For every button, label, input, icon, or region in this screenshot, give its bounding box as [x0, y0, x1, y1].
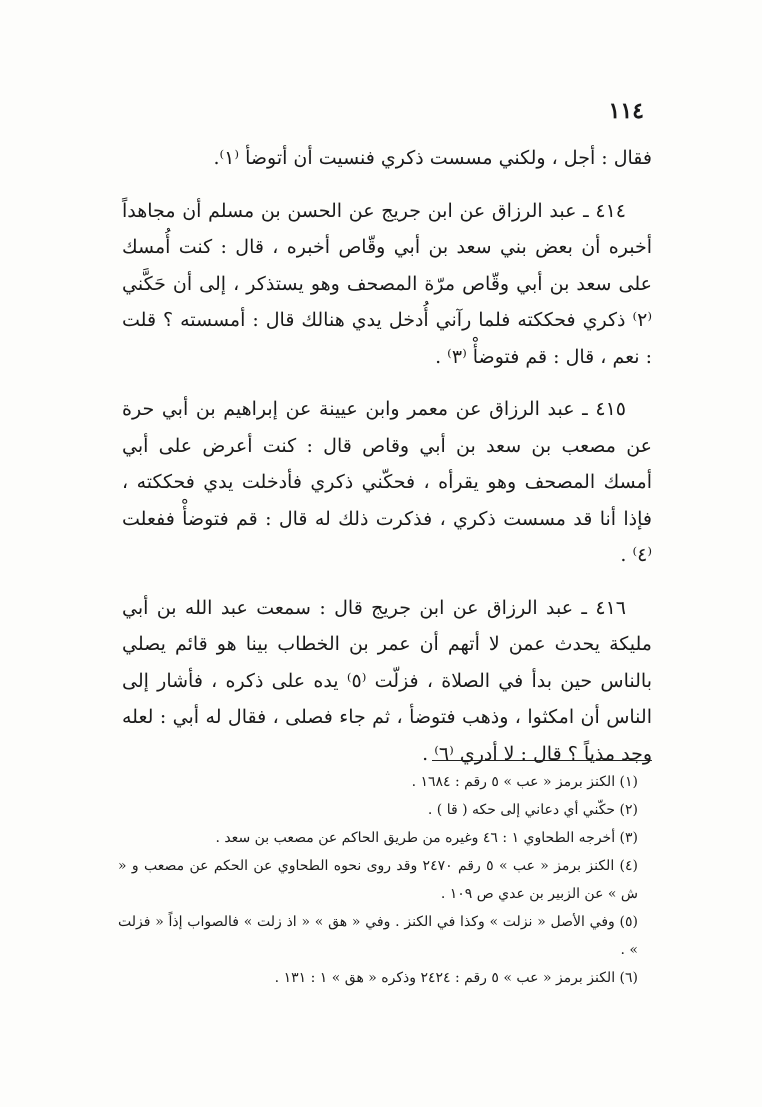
footnote-3: (٣) أخرجه الطحاوي ١ : ٤٦ وغيره من طريق الحاكم عن مصعب بن سعد . — [215, 830, 638, 846]
footnote-divider — [432, 760, 652, 761]
hadith-416: ٤١٦ ـ عبد الرزاق عن ابن جريج قال : سمعت عبد الله بن أبي مليكة يحدث عمن لا أتهم أن عمر بن الخطاب بينا هو قائم يصلي بالناس حين بدأ في الصلاة ، فزلّت ⁽٥⁾ يده على ذكره ، فأشار إلى الناس أن امكثوا ، وذهب فتوضأ ، ثم جاء فصلى ، فقال له أبي : لعله وجد مذياً ؟ قال : لا أدري ⁽٦⁾ . — [122, 596, 652, 765]
hadith-415: ٤١٥ ـ عبد الرزاق عن معمر وابن عيينة عن إبراهيم بن أبي حرة عن مصعب بن سعد بن أبي وقاص قال : كنت أعرض على أبي أمسك المصحف وهو يقرأه ، فحكّني ذكري فأدخلت يدي فحككته ، فإذا أنا قد مسست ذكري ، فذكرت ذلك له قال : قم فتوضأْ ففعلت ⁽٤⁾ . — [122, 398, 652, 566]
footnote-5: (٥) وفي الأصل « نزلت » وكذا في الكنز . وفي « هق » « اذ زلت » فالصواب إذاً « فزلت » . — [118, 914, 638, 958]
paragraph-continuation: فقال : أجل ، ولكني مسست ذكري فنسيت أن أتوضأ ⁽١⁾. — [213, 147, 652, 169]
page-number: ١١٤ — [608, 98, 644, 124]
main-text — [122, 140, 652, 772]
footnotes — [118, 768, 650, 992]
footnote-6: (٦) الكنز برمز « عب » ٥ رقم : ٢٤٢٤ وذكره « هق » ١ : ١٣١ . — [274, 970, 638, 986]
hadith-414: ٤١٤ ـ عبد الرزاق عن ابن جريج عن الحسن بن مسلم أن مجاهداً أخبره أن بعض بني سعد بن أبي وقّاص أخبره ، قال : كنت أُمسك على سعد بن أبي وقّاص مرّة المصحف وهو يستذكر ، إلى أن حَكَّني ⁽٢⁾ ذكري فحككته فلما رآني أُدخل يدي هنالك قال : أمسسته ؟ قلت : نعم ، قال : قم فتوضأْ ⁽٣⁾ . — [122, 199, 652, 368]
footnote-1: (١) الكنز برمز « عب » ٥ رقم : ١٦٨٤ . — [411, 774, 638, 790]
footnote-4: (٤) الكنز برمز « عب » ٥ رقم ٢٤٧٠ وقد روى نحوه الطحاوي عن الحكم عن مصعب و « ش » عن الزبير بن عدي ص ١٠٩ . — [118, 858, 639, 902]
footnote-2: (٢) حكّني أي دعاني إلى حكه ( قا ) . — [427, 802, 638, 818]
